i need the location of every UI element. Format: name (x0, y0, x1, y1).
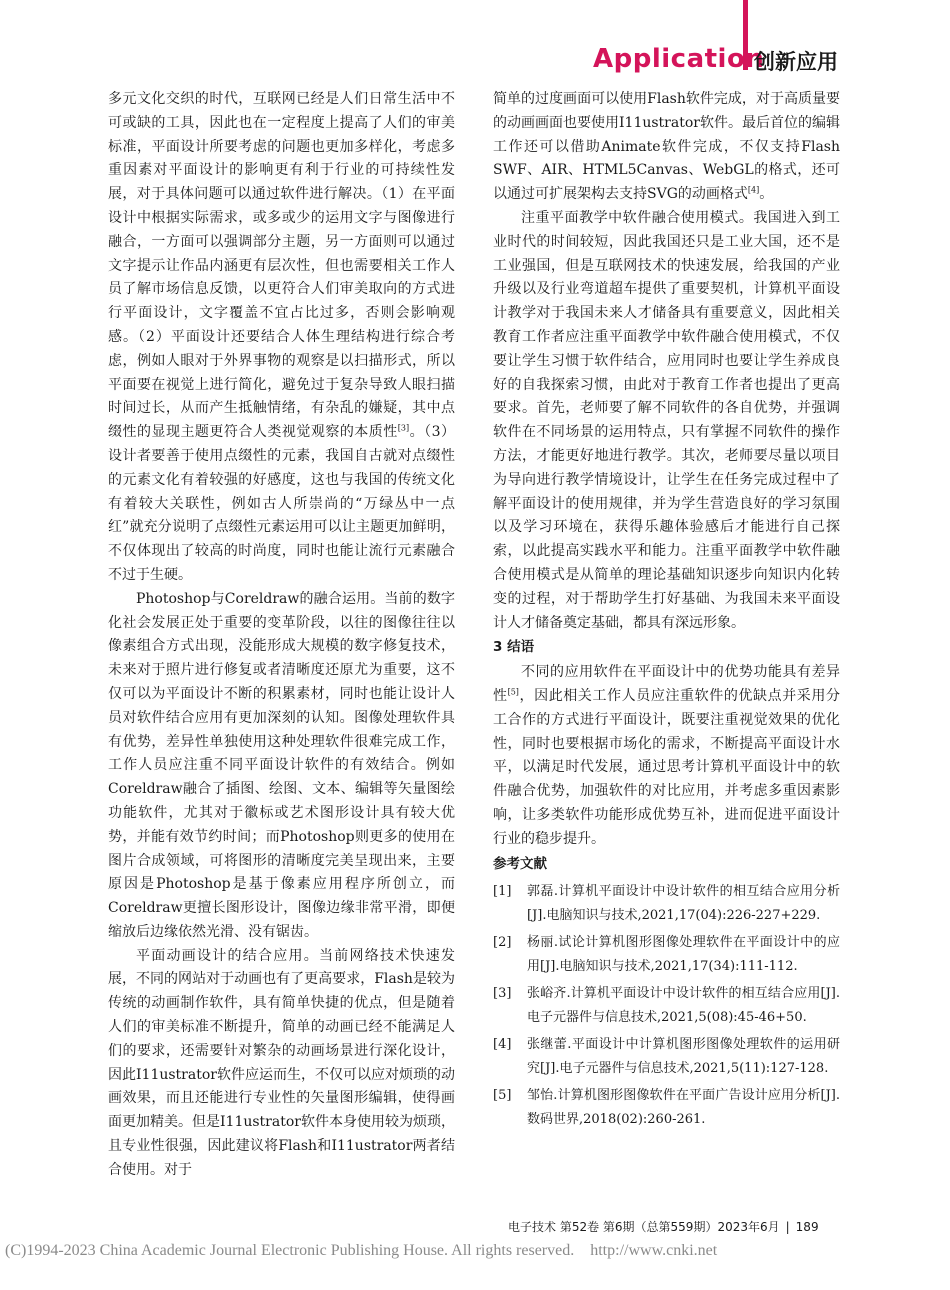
footer-separator: | (785, 1220, 790, 1234)
copyright-watermark (5, 1242, 717, 1260)
section-brand-chinese: 创新应用 (754, 50, 838, 74)
page-footer (508, 1218, 819, 1235)
section-brand-english: Application (593, 44, 765, 74)
reference-item: [3] 张峪齐.计算机平面设计中设计软件的相互结合应用[J].电子元器件与信息技术,2021,5(08):45-46+50. (493, 986, 840, 1025)
reference-item: [1] 郭磊.计算机平面设计中设计软件的相互结合应用分析[J].电脑知识与技术,2021,17(04):226-227+229. (493, 884, 840, 923)
right-column (493, 88, 840, 1131)
references-list (493, 880, 840, 1131)
citation-4: [4] (747, 185, 760, 195)
conclusion-heading: 3 结语 (493, 639, 535, 656)
copyright-text: (C)1994-2023 China Academic Journal Electronic Publishing House. All rights reserved. (5, 1242, 575, 1259)
paragraph-animation-continued: 简单的过度画面可以使用Flash软件完成，对于高质量要的动画画面也要使用I11ustrator软件。最后首位的编辑工作还可以借助Animate软件完成，不仅支持Flash SWF、AIR、HTML5Canvas、WebGL的格式，还可以通过可扩展架构去支持SVG的动画格式[4]。 (493, 91, 840, 203)
paragraph-design-factors: 多元文化交织的时代，互联网已经是人们日常生活中不可或缺的工具，因此也在一定程度上提高了人们的审美标准，平面设计所要考虑的问题也更加多样化，考虑多重因素对平面设计的影响更有利于行业的可持续性发展，对于具体问题可以通过软件进行解决。（1）在平面设计中根据实际需求，或多或少的运用文字与图像进行融合，一方面可以强调部分主题，另一方面则可以通过文字提示让作品内涵更有层次性，但也需要相关工作人员了解市场信息反馈，以更符合人们审美取向的方式进行平面设计，文字覆盖不宜占比过多，否则会影响观感。（2）平面设计还要结合人体生理结构进行综合考虑，例如人眼对于外界事物的观察是以扫描形式，所以平面要在视觉上进行简化，避免过于复杂导致人眼扫描时间过长，从而产生抵触情绪，有杂乱的嫌疑，其中点缀性的显现主题更符合人类视觉观察的本质性[3]。（3）设计者要善于使用点缀性的元素，我国自古就对点缀性的元素文化有着较强的好感度，这也与我国的传统文化有着较大关联性，例如古人所崇尚的“万绿丛中一点红”就充分说明了点缀性元素运用可以让主题更加鲜明，不仅体现出了较高的时尚度，同时也能让流行元素融合不过于生硬。 (108, 91, 455, 583)
citation-5: [5] (507, 687, 519, 697)
paragraph-teaching-mode: 注重平面教学中软件融合使用模式。我国进入到工业时代的时间较短，因此我国还只是工业大国，还不是工业强国，但是互联网技术的快速发展，给我国的产业升级以及行业弯道超车提供了重要契机，计算机平面设计教学对于我国未来人才储备具有重要意义，因此相关教育工作者应注重平面教学中软件融合使用模式，不仅要让学生习惯于软件结合，应用同时也要让学生养成良好的自我探索习惯，由此对于教育工作者也提出了更高要求。首先，老师要了解不同软件的各自优势，并强调软件在不同场景的运用特点，只有掌握不同软件的操作方法，才能更好地进行教学。其次，老师要尽量以项目为导向进行教学情境设计，让学生在任务完成过程中了解平面设计的使用规律，并为学生营造良好的学习氛围以及学习环境在，获得乐趣体验感后才能进行自己探索，以此提高实践水平和能力。注重平面教学中软件融合使用模式是从简单的理论基础知识逐步向知识内化转变的过程，对于帮助学生打好基础、为我国未来平面设计人才储备奠定基础，都具有深远形象。 (493, 209, 840, 631)
references-heading: 参考文献 (493, 855, 547, 872)
reference-item: [4] 张继蕾.平面设计中计算机图形图像处理软件的运用研究[J].电子元器件与信息技术,2021,5(11):127-128. (493, 1037, 840, 1076)
paragraph-photoshop-coreldraw: Photoshop与Coreldraw的融合运用。当前的数字化社会发展正处于重要的变革阶段，以往的图像往往以像素组合方式出现，没能形成大规模的数字修复技术，未来对于照片进行修复或者清晰度还原尤为重要，这不仅可以为平面设计不断的积累素材，同时也能让设计人员对软件结合应用有更加深刻的认知。图像处理软件具有优势，差异性单独使用这种处理软件很难完成工作，工作人员应注重不同平面设计软件的有效结合。例如Coreldraw融合了插图、绘图、文本、编辑等矢量图绘功能软件，尤其对于徽标或艺术图形设计具有较大优势，并能有效节约时间；而Photoshop则更多的使用在图片合成领域，可将图形的清晰度完美呈现出来，主要原因是Photoshop是基于像素应用程序所创立，而Coreldraw更擅长图形设计，图像边缘非常平滑，即便缩放后边缘依然光滑、没有锯齿。 (108, 590, 455, 940)
reference-item: [2] 杨丽.试论计算机图形图像处理软件在平面设计中的应用[J].电脑知识与技术,2021,17(34):111-112. (493, 935, 840, 974)
reference-item: [5] 邹怡.计算机图形图像软件在平面广告设计应用分析[J].数码世界,2018(02):260-261. (493, 1088, 840, 1127)
page-number: 189 (795, 1220, 819, 1234)
paragraph-animation-design: 平面动画设计的结合应用。当前网络技术快速发展，不同的网站对于动画也有了更高要求，Flash是较为传统的动画制作软件，具有简单快捷的优点，但是随着人们的审美标准不断提升，简单的动画已经不能满足人们的要求，还需要针对繁杂的动画场景进行深化设计，因此I11ustrator软件应运而生，不仅可以应对烦琐的动画效果，而且还能进行专业性的矢量图形编辑，使得画面更加精美。但是I11ustrator软件本身使用较为烦琐，且专业性很强，因此建议将Flash和I11ustrator两者结合使用。对于 (108, 947, 455, 1178)
citation-3: [3] (397, 423, 410, 433)
journal-info: 电子技术 第52卷 第6期（总第559期）2023年6月 (508, 1220, 780, 1234)
left-column (108, 88, 455, 1183)
cnki-url[interactable]: http://www.cnki.net (590, 1242, 718, 1259)
paragraph-conclusion: 不同的应用软件在平面设计中的优势功能具有差异性[5]，因此相关工作人员应注重软件的优缺点并采用分工合作的方式进行平面设计，既要注重视觉效果的优化性，同时也要根据市场化的需求，不断提高平面设计水平，以满足时代发展，通过思考计算机平面设计中的软件融合优势，加强软件的对比应用，并考虑多重因素影响，让多类软件功能形成优势互补，进而促进平面设计行业的稳步提升。 (493, 664, 840, 847)
